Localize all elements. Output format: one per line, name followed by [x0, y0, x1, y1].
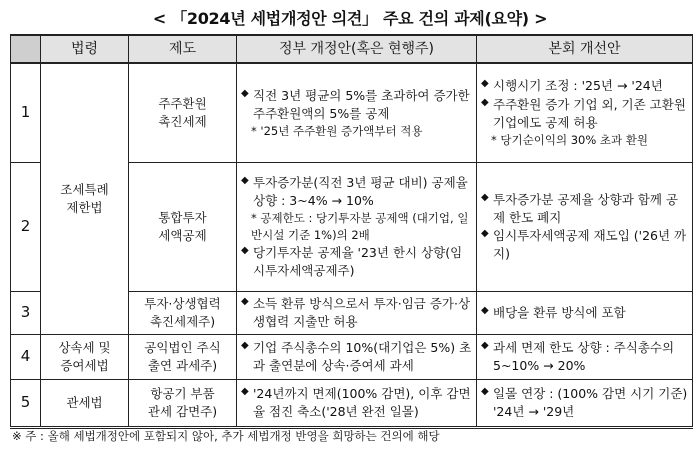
- law-cell: 관세법: [41, 380, 129, 428]
- institution-cell: 공익법인 주식 출연 과세주): [129, 335, 237, 380]
- our-proposal-cell: [477, 163, 693, 292]
- our-bullet: ◆ 배당을 환류 방식에 포함: [481, 304, 688, 322]
- institution-cell: 통합투자 세액공제: [129, 163, 237, 292]
- gov-bullet: ◆ 기업 주식총수의 10%(대기업은 5%) 초과 출연분에 상속·증여세 과세: [241, 339, 472, 375]
- table-row: [11, 335, 693, 380]
- our-bullet: ◆ 주주환원 증가 기업 외, 기존 고환원 기업에도 공제 허용: [481, 96, 688, 132]
- our-bullet: ◆ 임시투자세액공제 재도입 ('26년 까지): [481, 227, 688, 263]
- institution-cell: 주주환원 촉진세제: [129, 63, 237, 163]
- footnote: ※ 주 : 올해 세법개정안에 포함되지 않아, 추가 세법개정 반영을 희망하는 건의에 해당: [12, 429, 440, 443]
- our-bullet: ◆ 과세 면제 한도 상향 : 주식총수의 5~10% → 20%: [481, 339, 688, 375]
- row-number: 2: [11, 163, 41, 292]
- header-our-proposal: 본회 개선안: [477, 35, 693, 63]
- our-proposal-cell: [477, 380, 693, 428]
- gov-bullet: ◆ 당기투자분 공제율 '23년 한시 상향(임시투자세액공제주): [241, 244, 472, 280]
- our-proposal-cell: [477, 63, 693, 163]
- our-bullet: ◆ 일몰 연장 : (100% 감면 시기 기준) '24년 → '29년: [481, 385, 688, 421]
- table-row: [11, 380, 693, 428]
- row-number: 5: [11, 380, 41, 428]
- our-proposal-cell: [477, 335, 693, 380]
- gov-bullet: ◆ 직전 3년 평균의 5%를 초과하여 증가한 주주환원액의 5%를 공제: [241, 87, 472, 123]
- gov-proposal-cell: [237, 163, 477, 292]
- table-row: [11, 63, 693, 163]
- gov-bullet: ◆ 투자증가분(직전 3년 평균 대비) 공제율 상향 : 3~4% → 10%: [241, 174, 472, 210]
- law-cell: 상속세 및 증여세법: [41, 335, 129, 380]
- header-institution: 제도: [129, 35, 237, 63]
- header-index: [11, 35, 41, 63]
- gov-proposal-cell: [237, 380, 477, 428]
- gov-bullet: ◆ '24년까지 면제(100% 감면), 이후 감면율 점진 축소('28년 완전 일몰): [241, 385, 472, 421]
- law-cell: 조세특례 제한법: [41, 63, 129, 335]
- our-bullet: ◆ 투자증가분 공제율 상향과 함께 공제 한도 폐지: [481, 191, 688, 227]
- page-title: < 「2024년 세법개정안 의견」 주요 건의 과제(요약) >: [152, 9, 548, 28]
- gov-proposal-cell: [237, 292, 477, 335]
- our-bullet: ◆ 시행시기 조정 : '25년 → '24년: [481, 77, 688, 95]
- our-note: * 당기순이익의 30% 초과 환원: [491, 132, 649, 147]
- row-number: 3: [11, 292, 41, 335]
- gov-proposal-cell: [237, 63, 477, 163]
- row-number: 1: [11, 63, 41, 163]
- our-proposal-cell: [477, 292, 693, 335]
- gov-proposal-cell: [237, 335, 477, 380]
- header-law: 법령: [41, 35, 129, 63]
- institution-cell: 투자·상생협력 촉진세제주): [129, 292, 237, 335]
- gov-bullet: ◆ 소득 환류 방식으로서 투자·임금 증가·상생협력 지출만 허용: [241, 295, 472, 331]
- proposal-table: [10, 34, 693, 429]
- institution-cell: 항공기 부품 관세 감면주): [129, 380, 237, 428]
- gov-note: * '25년 주주환원 증가액부터 적용: [251, 123, 423, 138]
- header-government-proposal: 정부 개정안(혹은 현행주): [237, 35, 477, 63]
- row-number: 4: [11, 335, 41, 380]
- gov-note: * 공제한도 : 당기투자분 공제액 (대기업, 일반시설 기준 1%)의 2배: [251, 211, 469, 242]
- table-header-row: [11, 35, 693, 63]
